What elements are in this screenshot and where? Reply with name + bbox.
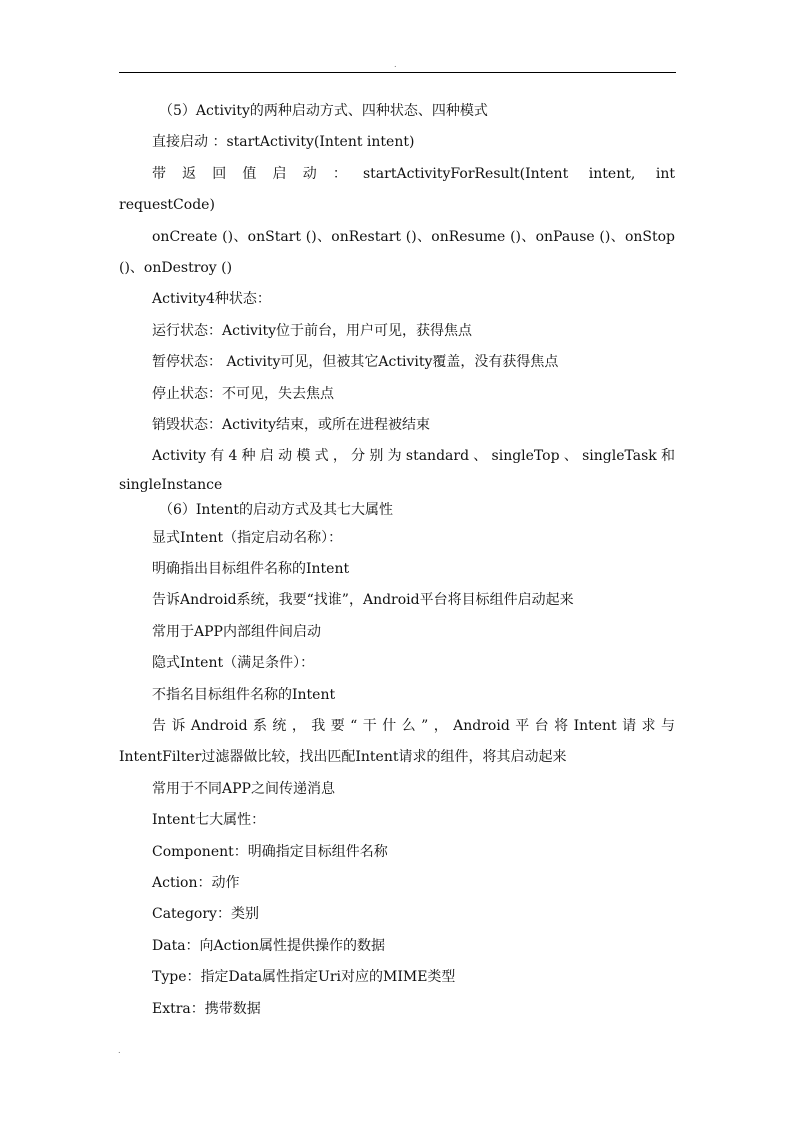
paragraph-line: Activity4种状态：: [152, 291, 271, 308]
section-heading-6: （6）Intent的启动方式及其七大属性: [159, 501, 394, 518]
paragraph-line: Component：明确指定目标组件名称: [152, 843, 388, 860]
paragraph-line: 带返回值启动：startActivityForResult(Intent intent, int: [152, 165, 675, 182]
section-heading-5: （5）Activity的两种启动方式、四种状态、四种模式: [159, 103, 488, 119]
paragraph-line: 明确指出目标组件名称的Intent: [152, 561, 350, 578]
paragraph-line: 显式Intent（指定启动名称）：: [152, 529, 343, 546]
paragraph-line: Intent七大属性：: [152, 812, 266, 829]
paragraph-line: onCreate ()、onStart ()、onRestart ()、onResume ()、onPause ()、onStop: [152, 228, 675, 245]
paragraph-line: Category：类别: [152, 906, 259, 923]
paragraph-line: requestCode): [119, 197, 215, 214]
paragraph-line: Extra：携带数据: [152, 1000, 261, 1017]
paragraph-line: Action：动作: [152, 874, 240, 891]
paragraph-line: IntentFilter过滤器做比较，找出匹配Intent请求的组件，将其启动起来: [119, 749, 567, 766]
paragraph-line: Data：向Action属性提供操作的数据: [152, 937, 386, 954]
paragraph-line: 告诉Android系统，我要“干什么”，Android平台将Intent请求与: [152, 718, 675, 735]
paragraph-line: 常用于不同APP之间传递消息: [152, 780, 335, 797]
paragraph-line: 直接启动 ：startActivity(Intent intent): [152, 134, 415, 151]
paragraph-line: 运行状态：Activity位于前台，用户可见，获得焦点: [152, 322, 472, 339]
paragraph-line: ()、onDestroy (): [119, 259, 233, 276]
paragraph-line: 告诉Android系统，我要“找谁”，Android平台将目标组件启动起来: [152, 592, 574, 609]
header-mark: .: [394, 60, 397, 69]
paragraph-line: Type：指定Data属性指定Uri对应的MIME类型: [152, 969, 456, 986]
paragraph-line: 隐式Intent（满足条件）：: [152, 655, 315, 672]
paragraph-line: 销毁状态：Activity结束，或所在进程被结束: [152, 416, 430, 433]
paragraph-line: Activity有4种启动模式，分别为standard、singleTop、singleTask和: [152, 448, 675, 465]
paragraph-line: 常用于APP内部组件间启动: [152, 623, 321, 640]
footer-mark: .: [118, 1046, 121, 1055]
paragraph-line: 停止状态：不可见，失去焦点: [152, 385, 334, 402]
document-body: [119, 96, 675, 1025]
paragraph-line: 不指名目标组件名称的Intent: [152, 686, 336, 703]
header-rule: [119, 72, 676, 73]
paragraph-line: 暂停状态： Activity可见，但被其它Activity覆盖，没有获得焦点: [152, 354, 559, 371]
paragraph-line: singleInstance: [119, 476, 223, 493]
